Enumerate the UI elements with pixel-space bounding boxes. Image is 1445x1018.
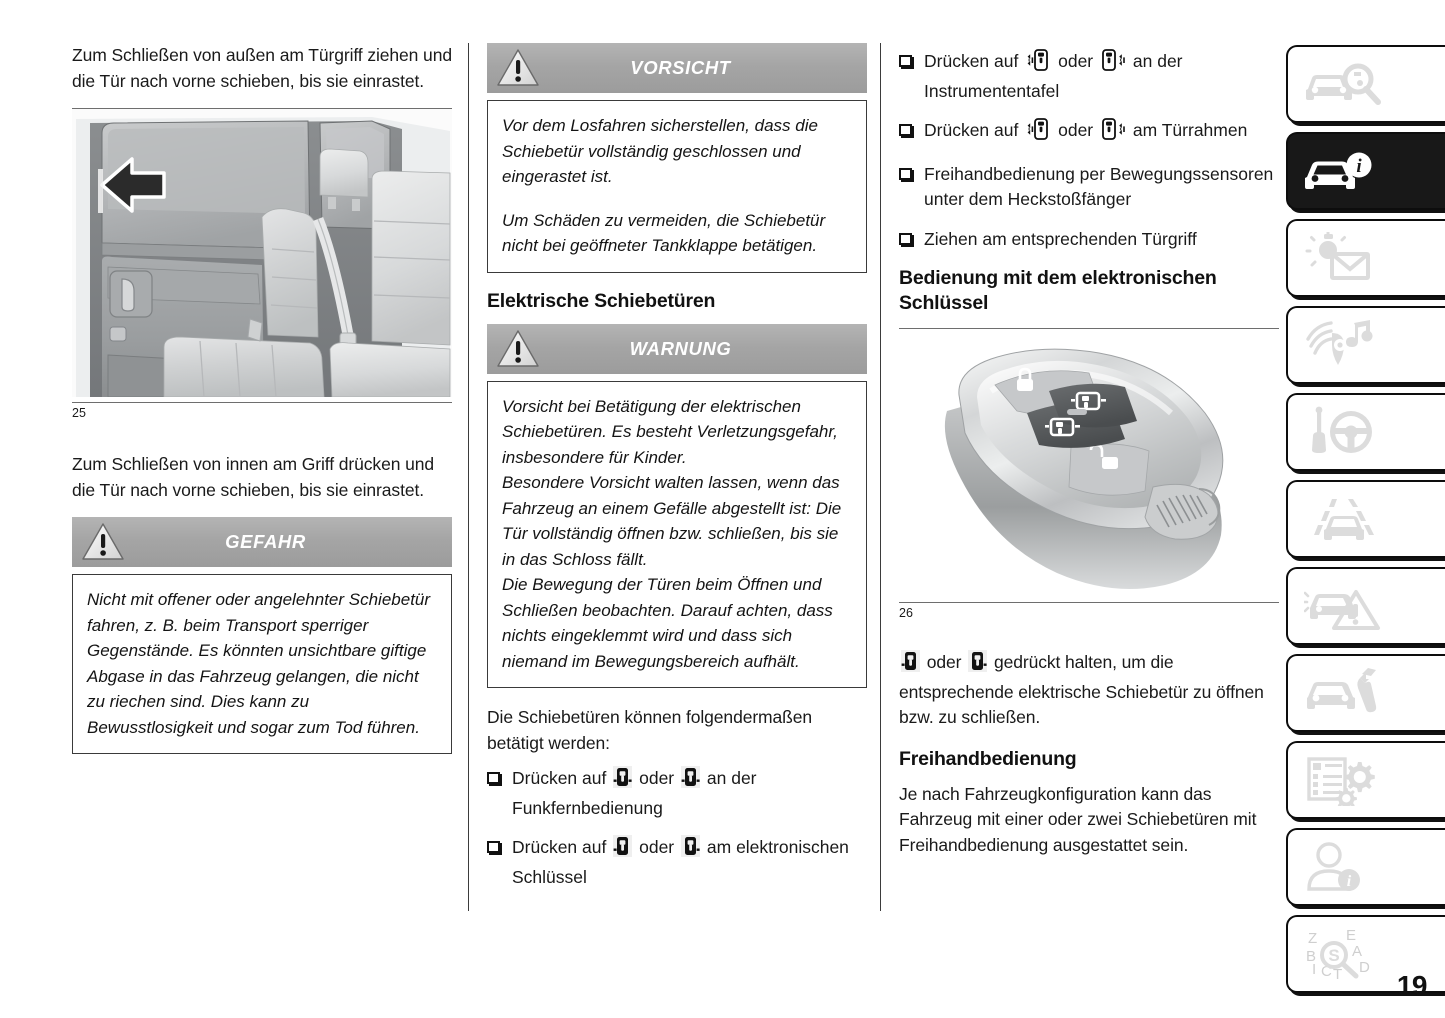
warning-triangle-icon — [496, 329, 540, 369]
door-switch-left-pictogram — [1025, 49, 1051, 79]
bullet-text-post: an der Instrumententafel — [924, 51, 1183, 101]
warning-paragraph-2: Besondere Vorsicht walten lassen, wenn das Fahrzeug an einem Gefälle abgestellt ist: Die Tür vollständig öffnen bzw. schließen, bis sie in das Schloss fällt. — [502, 473, 842, 569]
danger-box — [72, 574, 452, 754]
svg-text:E: E — [1346, 928, 1357, 944]
square-bullet-icon — [899, 124, 912, 136]
sliding-door-right-pictogram — [681, 835, 700, 865]
wifi-location-music-icon — [1304, 319, 1384, 371]
svg-text:T: T — [1333, 966, 1343, 980]
sidebar-item-driver-assistance[interactable] — [1286, 480, 1445, 558]
bullet-text: Freihandbedienung per Bewegungssensoren unter dem Heckstoßfänger — [924, 163, 1274, 209]
subsection-title-freihandbedienung: Freihandbedienung — [899, 747, 1077, 770]
sidebar-item-customer-info[interactable] — [1286, 828, 1445, 906]
warning-triangle-icon — [81, 522, 125, 562]
sliding-door-left-pictogram — [613, 766, 632, 796]
list-item — [899, 227, 1279, 253]
vehicle-interior-sliding-door-illustration — [72, 109, 452, 402]
sidebar-item-technical-data[interactable] — [1286, 741, 1445, 819]
subsection-body: Je nach Fahrzeugkonfiguration kann das Fahrzeug mit einer oder zwei Schiebetüren mit Freihandbedienung ausgestattet sein. — [899, 783, 1257, 855]
sidebar-item-vehicle-info[interactable] — [1286, 132, 1445, 210]
sidebar-item-vehicle-overview[interactable] — [1286, 45, 1445, 123]
svg-text:I: I — [1312, 961, 1317, 978]
list-item — [899, 118, 1279, 148]
square-bullet-icon — [899, 55, 912, 67]
figure-caption-26: 26 — [899, 606, 913, 620]
list-item — [487, 766, 867, 821]
gear-lever-steering-wheel-icon — [1304, 406, 1384, 458]
figure-rule-bottom — [899, 602, 1279, 603]
bullet-text-post: an der Funkfernbedienung — [512, 768, 757, 818]
list-item — [487, 835, 867, 890]
bullet-text-mid: oder — [639, 768, 675, 788]
operation-methods-list — [487, 766, 867, 890]
bullet-text-post: am Türrahmen — [1132, 120, 1248, 140]
figure-rule-bottom — [72, 402, 452, 403]
car-wrench-icon — [1304, 667, 1384, 719]
column-divider-1 — [468, 43, 469, 911]
caution-label: VORSICHT — [630, 57, 731, 78]
svg-text:C: C — [1321, 963, 1332, 980]
bullet-text-pre: Drücken auf — [512, 768, 607, 788]
square-bullet-icon — [899, 168, 912, 180]
sliding-door-right-pictogram — [681, 766, 700, 796]
svg-text:D: D — [1359, 959, 1370, 976]
key-instruction-paragraph — [899, 650, 1279, 731]
list-gears-icon — [1304, 754, 1384, 806]
warning-paragraph-3: Die Bewegung der Türen beim Öffnen und Schließen beobachten. Darauf achten, dass nichts eingeklemmt wird und dass sich niemand im Bewegungsbereich aufhält. — [502, 575, 833, 671]
operation-methods-list-continued — [899, 49, 1279, 252]
car-info-icon — [1304, 146, 1384, 196]
car-lane-assist-icon — [1304, 493, 1384, 545]
warning-paragraph-1: Vorsicht bei Betätigung der elektrischen Schiebetüren. Es besteht Verletzungsgefahr, insbesondere für Kinder. — [502, 396, 838, 467]
car-magnifier-icon — [1304, 59, 1384, 109]
svg-text:i: i — [1346, 873, 1352, 890]
car-warning-triangle-icon — [1304, 580, 1384, 632]
intro-paragraph: Zum Schließen von außen am Türgriff ziehen und die Tür nach vorne schieben, bis sie einrastet. — [72, 45, 452, 91]
bullet-text-pre: Drücken auf — [512, 837, 607, 857]
sidebar-item-emergency[interactable] — [1286, 567, 1445, 645]
sliding-door-right-pictogram — [968, 650, 987, 680]
figure-caption-25: 25 — [72, 406, 86, 420]
danger-banner — [72, 517, 452, 567]
caution-box — [487, 100, 867, 273]
column-one — [72, 43, 452, 754]
warning-label: WARNUNG — [629, 337, 732, 359]
second-paragraph: Zum Schließen von innen am Griff drücken und die Tür nach vorne schieben, bis sie einrastet. — [72, 454, 434, 500]
bullet-text-pre: Drücken auf — [924, 51, 1019, 71]
sidebar-item-lights-wipers[interactable] — [1286, 219, 1445, 297]
electronic-key-fob-illustration — [899, 329, 1279, 602]
svg-text:S: S — [1328, 946, 1340, 965]
key-instruction-mid: oder — [926, 652, 962, 672]
key-instruction-post: gedrückt halten, um die entsprechende elektrische Schiebetür zu öffnen bzw. zu schließen. — [899, 652, 1264, 727]
bullet-text-post: am elektronischen Schlüssel — [512, 837, 849, 887]
bullet-text-pre: Drücken auf — [924, 120, 1019, 140]
sidebar-item-driving[interactable] — [1286, 393, 1445, 471]
person-info-icon — [1304, 841, 1384, 893]
door-switch-right-pictogram — [1100, 49, 1126, 79]
sliding-door-left-pictogram — [613, 835, 632, 865]
caution-paragraph-2: Um Schäden zu vermeiden, die Schiebetür nicht bei geöffneter Tankklappe betätigen. — [502, 210, 826, 255]
bullet-text-mid: oder — [1058, 51, 1094, 71]
sidebar-item-infotainment[interactable] — [1286, 306, 1445, 384]
door-switch-right-pictogram — [1100, 118, 1126, 148]
svg-text:B: B — [1306, 948, 1317, 965]
section-title-electronic-key-operation: Bedienung mit dem elektronischen Schlüssel — [899, 267, 1217, 314]
page-number: 19 — [1396, 970, 1427, 1001]
caution-banner — [487, 43, 867, 93]
bullet-text-mid: oder — [639, 837, 675, 857]
svg-text:i: i — [1356, 156, 1362, 177]
warning-triangle-icon — [496, 48, 540, 88]
figure-26 — [899, 328, 1279, 620]
square-bullet-icon — [487, 841, 500, 853]
column-divider-2 — [880, 43, 881, 911]
list-item — [899, 49, 1279, 104]
danger-body: Nicht mit offener oder angelehnter Schiebetür fahren, z. B. beim Transport sperriger Gegenstände. Es könnten unsichtbare giftige Abgase in das Fahrzeug gelangen, die nicht zu riechen sind. Dies kann zu Bewusstlosigkeit und sogar zum Tod führen. — [87, 590, 431, 737]
column-three — [899, 43, 1279, 864]
bullet-text-mid: oder — [1058, 120, 1094, 140]
square-bullet-icon — [487, 772, 500, 784]
section-title-electric-sliding-doors: Elektrische Schiebetüren — [487, 289, 716, 312]
figure-25 — [72, 108, 452, 420]
caution-paragraph-1: Vor dem Losfahren sicherstellen, dass die Schiebetür vollständig geschlossen und eingerastet ist. — [502, 116, 818, 186]
danger-label: GEFAHR — [225, 531, 306, 552]
warning-banner — [487, 324, 867, 374]
sun-envelope-icon — [1304, 232, 1384, 284]
square-bullet-icon — [899, 233, 912, 245]
svg-text:A: A — [1352, 943, 1363, 960]
sliding-door-left-pictogram — [901, 650, 920, 680]
svg-text:Z: Z — [1308, 930, 1318, 947]
bullet-text: Ziehen am entsprechenden Türgriff — [924, 228, 1197, 249]
list-item — [899, 162, 1279, 213]
chapter-tab-rail — [1286, 45, 1445, 1002]
sidebar-item-maintenance[interactable] — [1286, 654, 1445, 732]
alphabet-magnifier-icon — [1304, 928, 1384, 980]
column-two — [487, 43, 867, 904]
lead-in-paragraph: Die Schiebetüren können folgendermaßen betätigt werden: — [487, 707, 813, 753]
door-switch-left-pictogram — [1025, 118, 1051, 148]
warning-box — [487, 381, 867, 689]
